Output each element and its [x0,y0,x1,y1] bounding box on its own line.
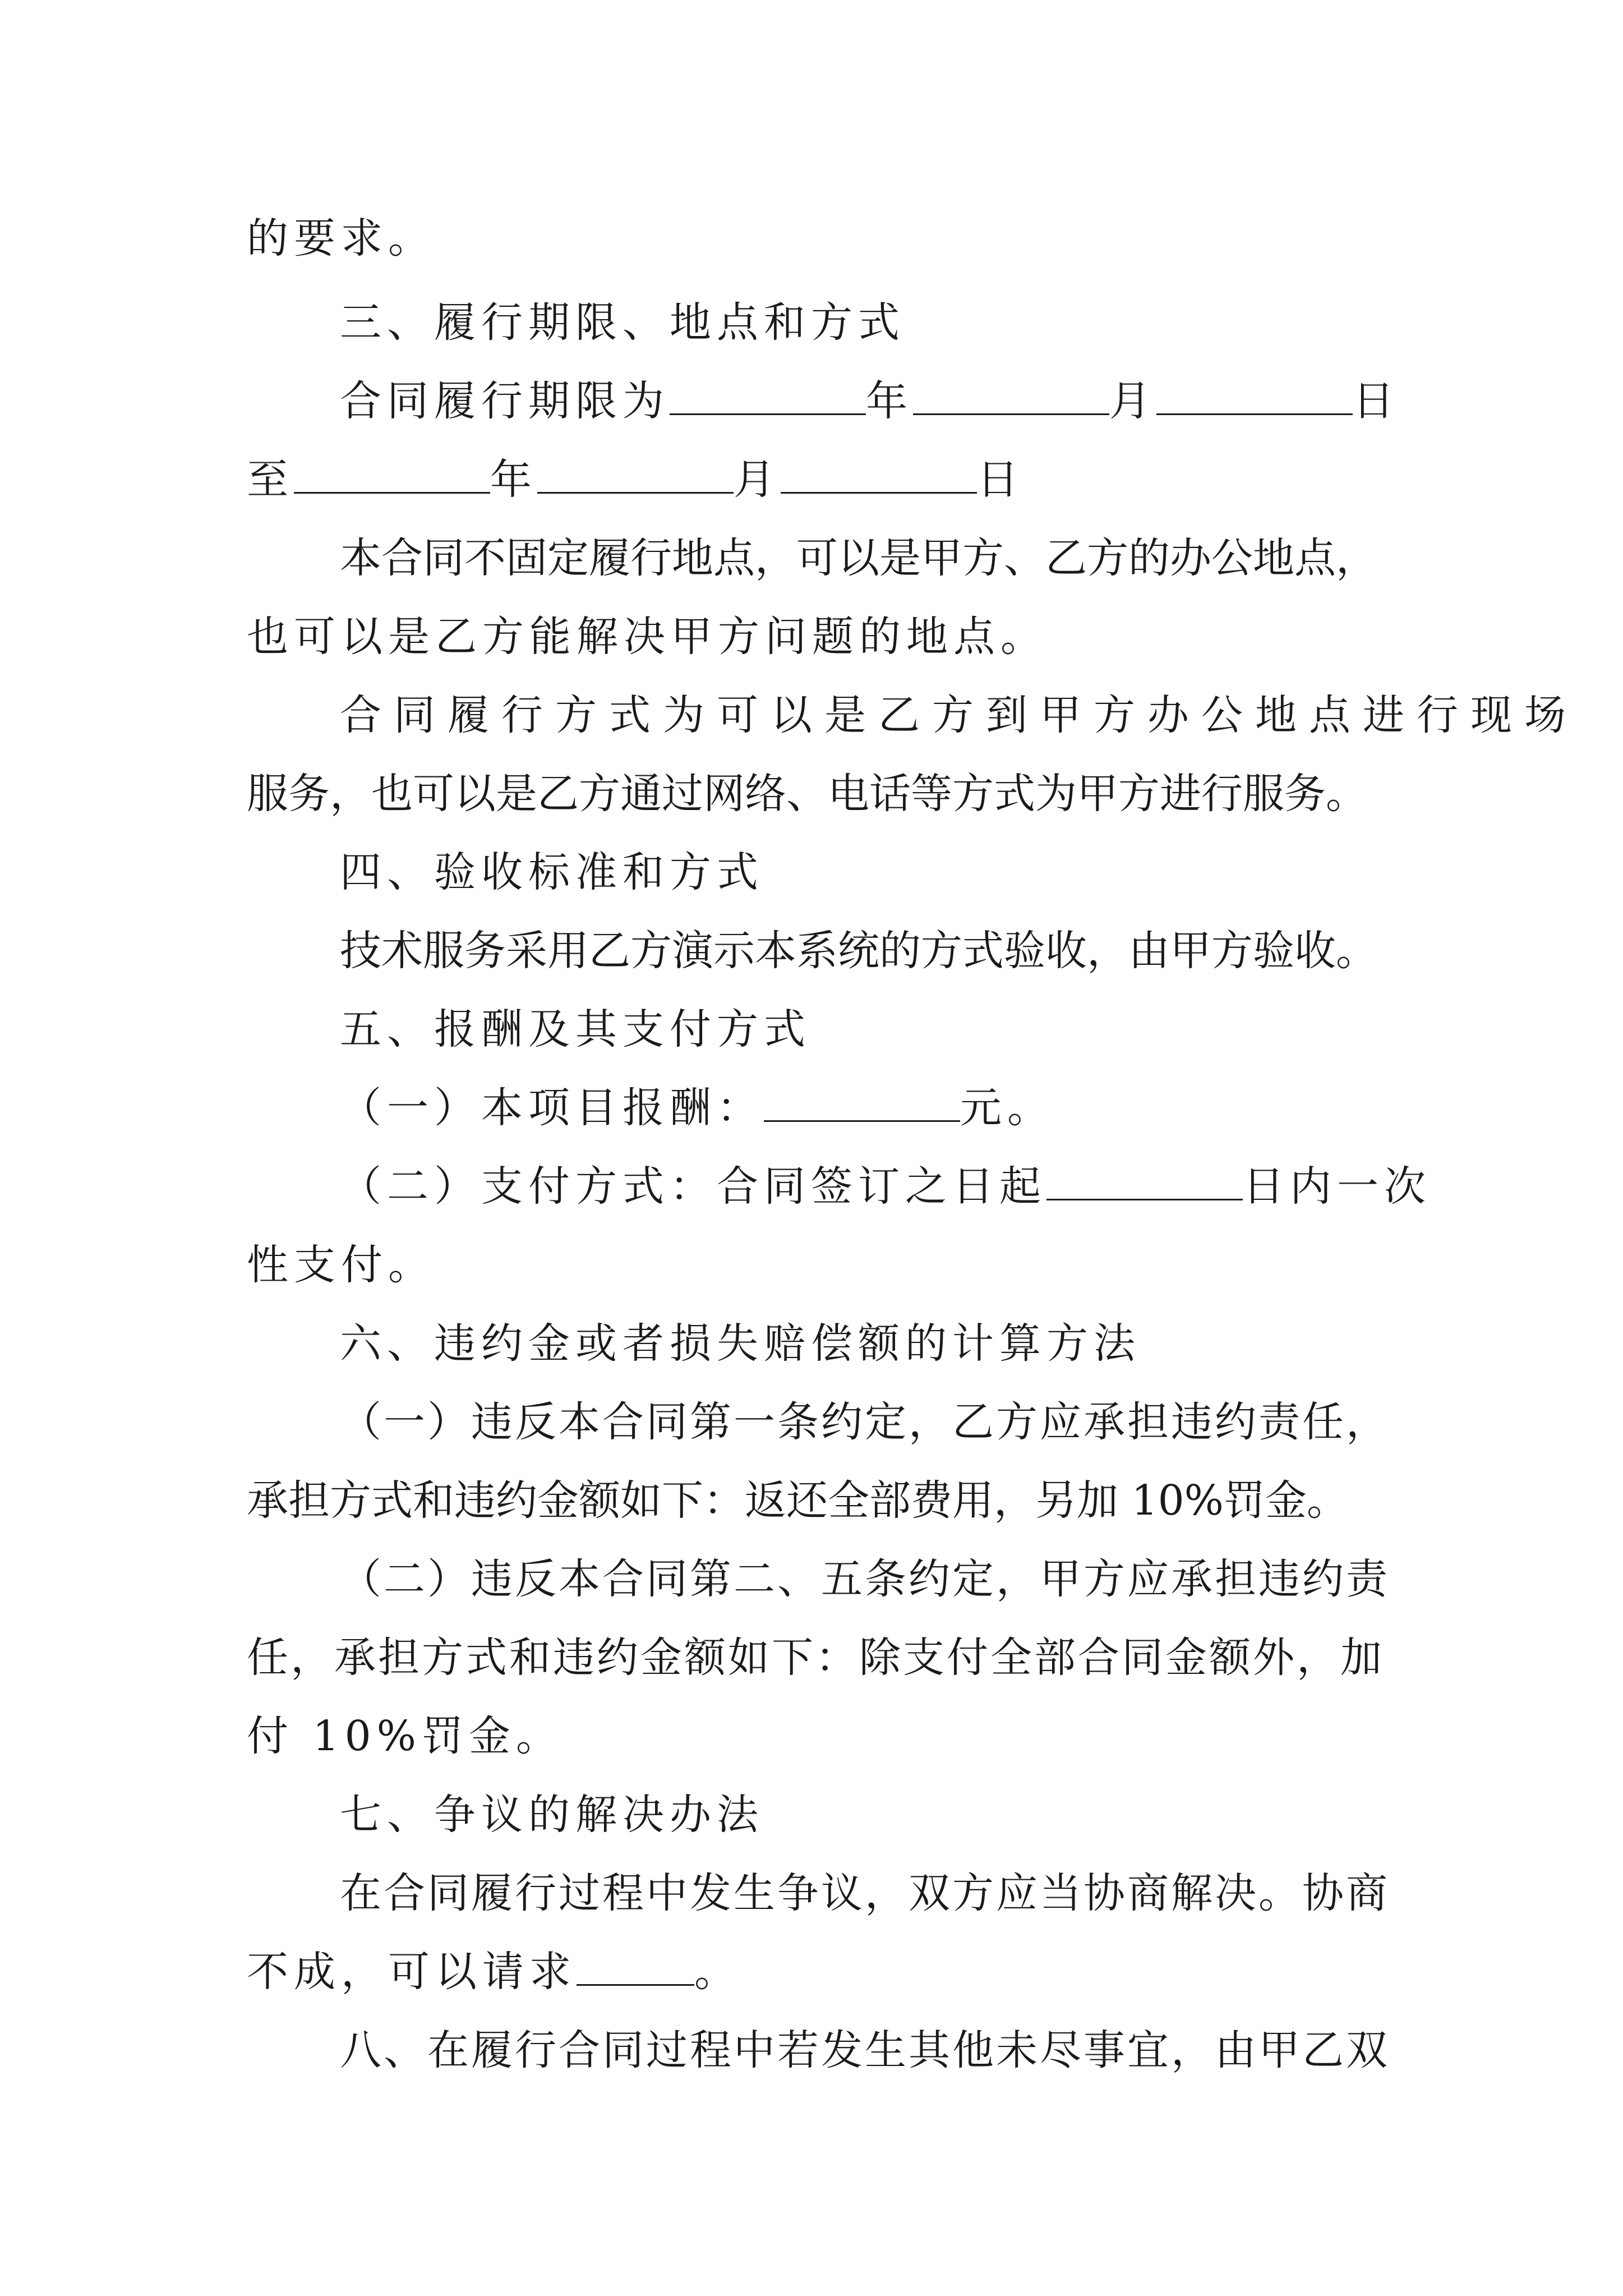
text-line [340,516,1428,600]
line-text: （二）支付方式：合同签订之日起 [340,1162,1046,1211]
section-heading [340,830,1428,914]
line-text: 本合同不固定履行地点，可以是甲方、乙方的办公地点， [340,534,1377,582]
line-text: 付 10%罚金。 [247,1712,563,1760]
line-text: 八、在履行合同过程中若发生其他未尽事宜，由甲乙双 [340,2026,1390,2074]
line-text: 四、验收标准和方式 [340,848,764,896]
text-line [247,1458,1424,1543]
line-text: 合同履行期限为 [340,377,670,425]
fill-blank-month[interactable] [537,457,734,494]
text-line [340,909,1428,993]
line-text: 在合同履行过程中发生争议，双方应当协商解决。协商 [340,1869,1390,1917]
section-heading [340,1773,1428,1857]
text-line [340,1380,1428,1464]
fill-blank-year[interactable] [294,457,490,494]
line-text: 服务，也可以是乙方通过网络、电话等方式为甲方进行服务。 [247,770,1367,818]
fill-blank-month[interactable] [913,379,1109,415]
section-heading [340,987,1428,1071]
line-text: （二）违反本合同第二、五条约定，甲方应承担违约责 [340,1555,1390,1603]
line-text: 的要求。 [247,214,435,263]
fill-blank-amount[interactable] [764,1085,960,1122]
fill-blank-arbitration[interactable] [577,1949,694,1986]
line-text: 性支付。 [247,1241,435,1289]
text-line [247,1616,1424,1700]
line-text: 三、履行期限、地点和方式 [340,298,905,347]
line-text: 六、违约金或者损失赔偿额的计算方法 [340,1319,1141,1368]
line-text: 任，承担方式和违约金额如下：除支付全部合同金额外，加 [247,1634,1384,1682]
section-heading [340,2008,1428,2092]
line-text: 。 [694,1948,741,1996]
text-line [247,1930,1424,2014]
section-heading [340,280,1428,365]
fill-blank-days[interactable] [1046,1164,1243,1200]
fill-blank-day[interactable] [1156,379,1353,415]
line-text: 年 [866,377,913,425]
text-line [340,1851,1428,1935]
text-line [247,1223,1424,1307]
line-text: （一）违反本合同第一条约定，乙方应承担违约责任， [340,1398,1390,1446]
line-text: 五、报酬及其支付方式 [340,1005,811,1053]
line-text: 七、争议的解决办法 [340,1791,764,1839]
text-line [247,196,1424,280]
text-line [340,359,1428,443]
line-text: 至 [247,455,294,504]
text-line [340,1537,1428,1621]
line-text: 技术服务采用乙方演示本系统的方式验收，由甲方验收。 [340,927,1377,975]
text-line [340,1066,1428,1150]
fill-blank-day[interactable] [781,457,977,494]
line-text: 日 [1353,377,1400,425]
section-heading [340,1301,1428,1386]
line-text: 不成，可以请求 [247,1948,577,1996]
line-text: 年 [490,455,537,504]
line-text: 合同履行方式为可以是乙方到甲方办公地点进行现场 [340,691,1578,739]
line-text: 承担方式和违约金额如下：返还全部费用，另加 10%罚金。 [247,1476,1348,1525]
line-text: （一）本项目报酬： [340,1084,764,1132]
line-text: 元。 [960,1084,1054,1132]
line-text: 月 [1109,377,1156,425]
text-line [340,673,1578,757]
line-text: 日 [977,455,1024,504]
text-line [247,752,1424,836]
line-text: 月 [734,455,781,504]
text-line [247,438,1424,522]
text-line [247,1694,1424,1778]
line-text: 日内一次 [1243,1162,1431,1211]
line-text: 也可以是乙方能解决甲方问题的地点。 [247,613,1048,661]
text-line [340,1144,1431,1228]
fill-blank-year[interactable] [670,379,866,415]
text-line [247,595,1424,679]
